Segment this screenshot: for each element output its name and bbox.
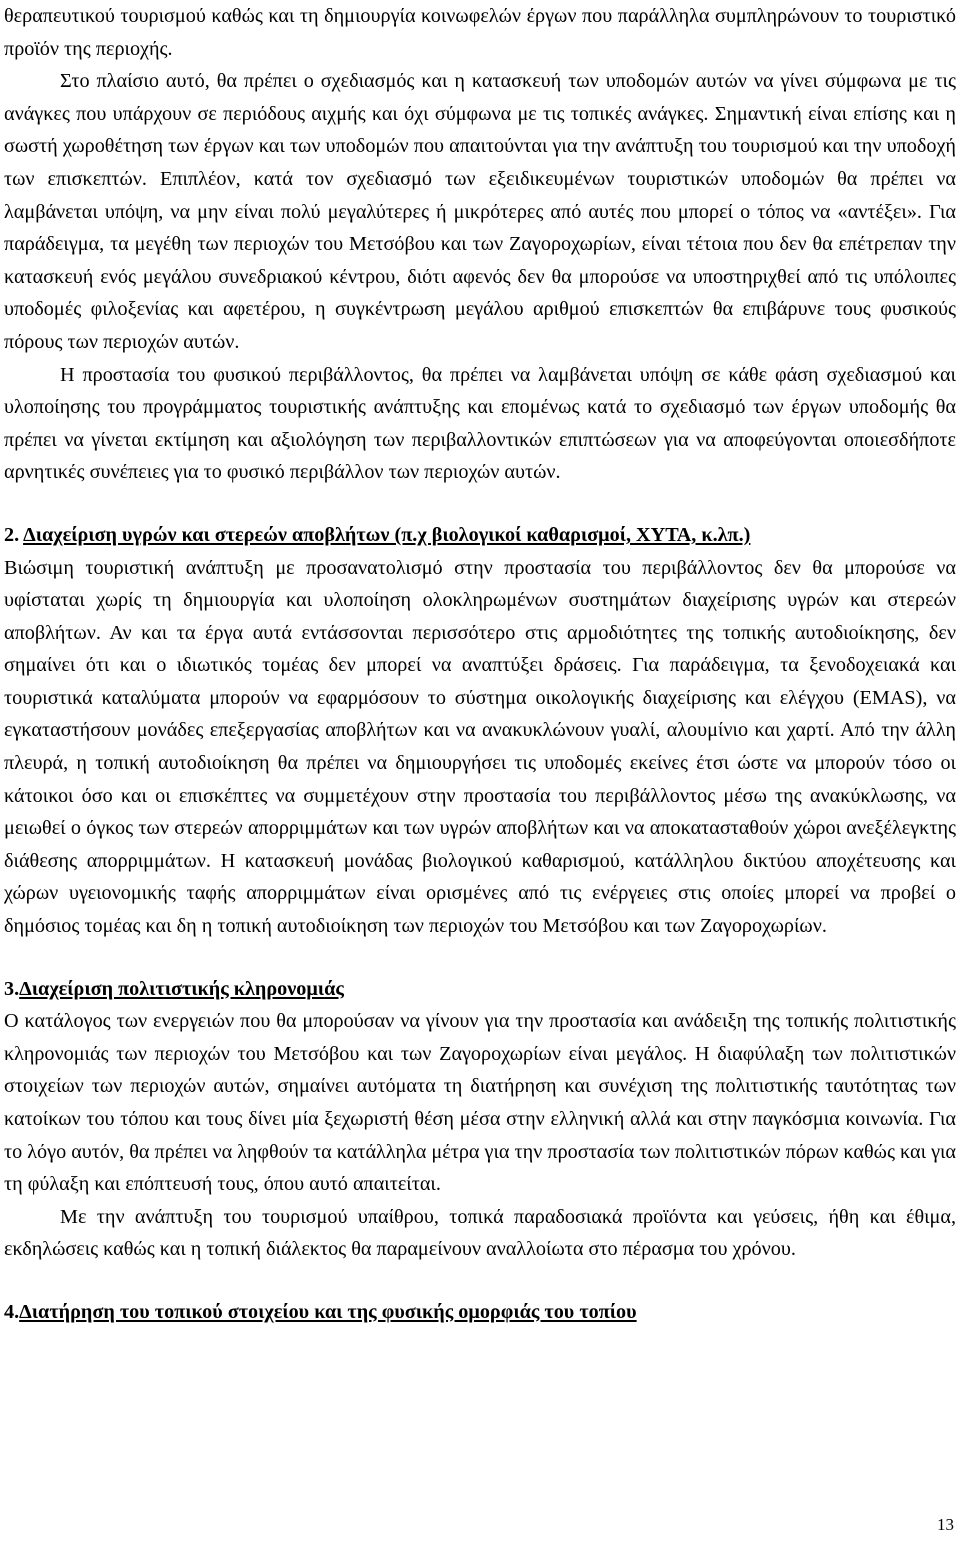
section-2-heading: [4, 519, 956, 552]
section-2-number: 2.: [4, 523, 24, 546]
document-page: [4, 0, 956, 1329]
section-4-title: Διατήρηση του τοπικού στοιχείου και της φυσικής ομορφιάς του τοπίου: [19, 1300, 637, 1323]
section-3-number: 3.: [4, 977, 20, 1000]
section-2-body: Βιώσιμη τουριστική ανάπτυξη με προσανατολισμό στην προστασία του περιβάλλοντος δεν θα μπορούσε να υφίσταται χωρίς τη δημιουργία και υλοποίηση ολοκληρωμένων συστημάτων διαχείρισης υγρών και στερεών αποβλήτων. Αν και τα έργα αυτά εντάσσονται περισσότερο στις αρμοδιότητες της τοπικής αυτοδιοίκησης, δεν σημαίνει ότι και ο ιδιωτικός τομέας δεν μπορεί να αναπτύξει δράσεις. Για παράδειγμα, τα ξενοδοχειακά και τουριστικά καταλύματα μπορούν να εφαρμόσουν το σύστημα οικολογικής διαχείρισης και ελέγχου (EMAS), να εγκαταστήσουν μονάδες επεξεργασίας αποβλήτων και να ανακυκλώνουν γυαλί, αλουμίνιο και χαρτί. Από την άλλη πλευρά, η τοπική αυτοδιοίκηση θα πρέπει να δημιουργήσει τις υποδομές εκείνες έτσι ώστε να μπορούν τόσο οι κάτοικοι όσο και οι επισκέπτες να συμμετέχουν στην προστασία του περιβάλλοντος μέσω της ανακύκλωσης, να μειωθεί ο όγκος των στερεών απορριμμάτων και των υγρών αποβλήτων και να αποκατασταθούν χώροι ανεξέλεγκτης διάθεσης απορριμμάτων. Η κατασκευή μονάδας βιολογικού καθαρισμού, κατάλληλου δικτύου αποχέτευσης και χώρων υγειονομικής ταφής απορριμμάτων είναι ορισμένες από τις ενέργειες στις οποίες μπορεί να προβεί ο δημόσιος τομέας και δη η τοπική αυτοδιοίκηση των περιοχών του Μετσόβου και των Ζαγοροχωρίων.: [4, 556, 956, 938]
intro-paragraph-1: Στο πλαίσιο αυτό, θα πρέπει ο σχεδιασμός και η κατασκευή των υποδομών αυτών να γίνει σύμφωνα με τις ανάγκες που υπάρχουν σε περιόδους αιχμής και όχι σύμφωνα με τις τοπικές ανάγκες. Σημαντική είναι επίσης και η σωστή χωροθέτηση των έργων και των υποδομών που απαιτούνται για την ανάπτυξη του τουρισμού και την υποδοχή των επισκεπτών. Επιπλέον, κατά τον σχεδιασμό των εξειδικευμένων τουριστικών υποδομών θα πρέπει να λαμβάνεται υπόψη, να μην είναι πολύ μεγαλύτερες ή μικρότερες από αυτές που μπορεί ο τόπος να «αντέξει». Για παράδειγμα, τα μεγέθη των περιοχών του Μετσόβου και των Ζαγοροχωρίων, είναι τέτοια που δεν θα επέτρεπαν την κατασκευή ενός μεγάλου συνεδριακού κέντρου, διότι αφενός δεν θα μπορούσε να υποστηριχθεί από τις υπόλοιπες υποδομές φιλοξενίας και αφετέρου, η συγκέντρωση μεγάλου αριθμού επισκεπτών θα επιβάρυνε τους φυσικούς πόρους των περιοχών αυτών.: [4, 70, 956, 353]
spacer: [4, 943, 956, 973]
section-3-heading: [4, 973, 956, 1006]
spacer: [4, 1266, 956, 1296]
intro-paragraph-2: Η προστασία του φυσικού περιβάλλοντος, θα πρέπει να λαμβάνεται υπόψη σε κάθε φάση σχεδιασμού και υλοποίησης του προγράμματος τουριστικής ανάπτυξης και επομένως κατά το σχεδιασμό των έργων υποδομής θα πρέπει να γίνεται εκτίμηση και αξιολόγηση των περιβαλλοντικών επιπτώσεων για να αποφεύγονται οποιεσδήποτε αρνητικές συνέπειες για το φυσικό περιβάλλον των περιοχών αυτών.: [4, 363, 956, 484]
section-3-paragraph-1: Ο κατάλογος των ενεργειών που θα μπορούσαν να γίνουν για την προστασία και ανάδειξη της τοπικής πολιτιστικής κληρονομιάς των περιοχών του Μετσόβου και των Ζαγοροχωρίων είναι μεγάλος. Η διαφύλαξη των πολιτιστικών στοιχείων των περιοχών αυτών, σημαίνει αυτόματα τη διατήρηση και συνέχιση της πολιτιστικής ταυτότητας των κατοίκων του τόπου και τους δίνει μία ξεχωριστή θέση μέσα στην ελληνική αλλά και στην παγκόσμια κοινωνία. Για το λόγο αυτόν, θα πρέπει να ληφθούν τα κατάλληλα μέτρα για την προστασία των πολιτιστικών πόρων καθώς και για τη φύλαξη και επόπτευσή τους, όπου αυτό απαιτείται.: [4, 1010, 956, 1196]
intro-continuation: θεραπευτικού τουρισμού καθώς και τη δημιουργία κοινωφελών έργων που παράλληλα συμπληρώνουν το τουριστικό προϊόν της περιοχής.: [4, 5, 956, 60]
section-4-heading: [4, 1296, 956, 1329]
section-3-paragraph-2: Με την ανάπτυξη του τουρισμού υπαίθρου, τοπικά παραδοσιακά προϊόντα και γεύσεις, ήθη και έθιμα, εκδηλώσεις καθώς και η τοπική διάλεκτος θα παραμείνουν αναλλοίωτα στο πέρασμα του χρόνου.: [4, 1205, 956, 1261]
page-number: 13: [937, 1515, 954, 1534]
section-4-number: 4.: [4, 1300, 20, 1323]
section-3-title: Διαχείριση πολιτιστικής κληρονομιάς: [19, 977, 344, 1000]
spacer: [4, 489, 956, 519]
section-2-title: Διαχείριση υγρών και στερεών αποβλήτων (π.χ βιολογικοί καθαρισμοί, ΧΥΤΑ, κ.λπ.): [23, 523, 751, 546]
